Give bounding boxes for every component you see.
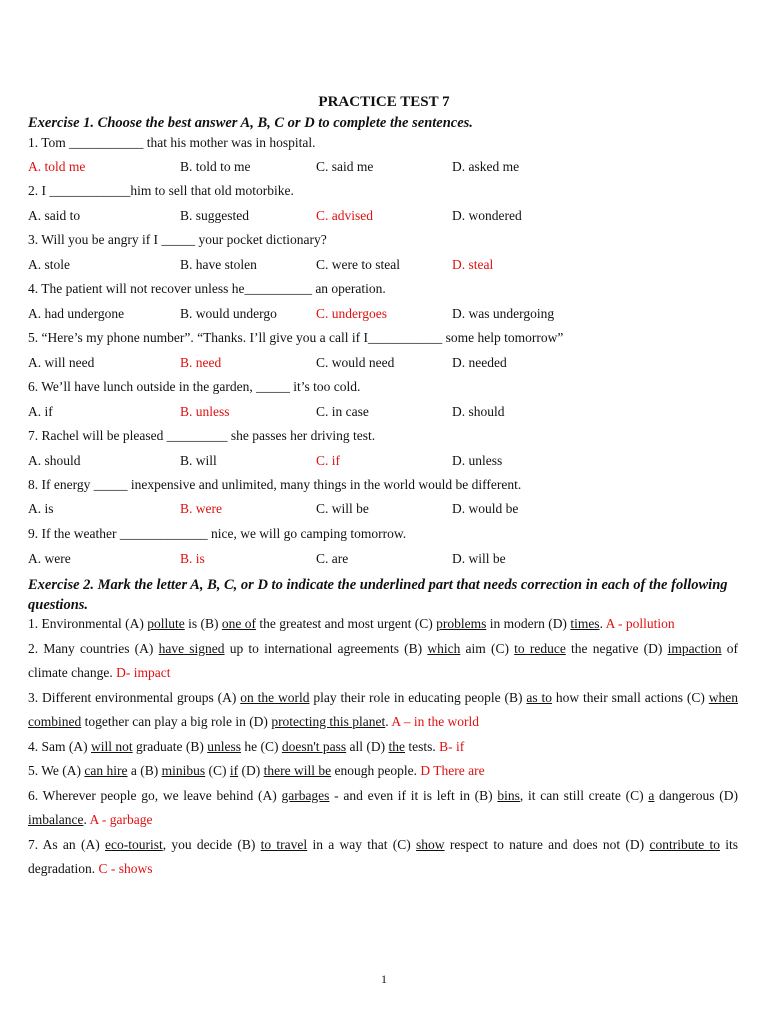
underlined-part-c: when combined [28, 689, 738, 729]
underlined-part-a: have signed [158, 640, 225, 656]
answer-key: A - pollution [605, 616, 675, 631]
option-c: C. said me [316, 159, 374, 174]
option-a: A. will need [28, 355, 95, 370]
option-d: D. should [452, 404, 505, 419]
option-a: A. stole [28, 257, 70, 272]
underlined-part-a: pollute [147, 616, 185, 631]
option-d: D. will be [452, 551, 506, 566]
options-9 [28, 550, 738, 568]
option-b: B. would undergo [180, 306, 277, 321]
question-1: 1. Tom ___________ that his mother was in hospital. [28, 135, 316, 150]
underlined-part-d: protecting this planet [271, 714, 386, 729]
underlined-part-b: to travel [260, 836, 308, 852]
option-b: B. unless [180, 404, 230, 419]
underlined-part-d: the [388, 738, 406, 754]
answer-key: B- if [439, 738, 465, 754]
option-a: A. should [28, 453, 81, 468]
option-c: C. advised [316, 208, 373, 223]
option-a: A. is [28, 501, 54, 516]
underlined-part-c: show [416, 836, 445, 852]
options-4 [28, 305, 738, 323]
exercise2-items [28, 612, 738, 882]
option-b: B. need [180, 355, 222, 370]
answer-key: A – in the world [391, 714, 480, 729]
question-2: 2. I ____________him to sell that old motorbike. [28, 183, 294, 198]
underlined-part-d: there will be [263, 763, 332, 778]
option-d: D. unless [452, 453, 503, 468]
option-d: D. asked me [452, 159, 520, 174]
option-c: C. if [316, 453, 341, 468]
option-c: C. will be [316, 501, 369, 516]
option-c: C. in case [316, 404, 369, 419]
option-b: B. is [180, 551, 205, 566]
option-d: D. would be [452, 501, 519, 516]
underlined-part-a: garbages [281, 787, 330, 803]
exercise1-heading: Exercise 1. Choose the best answer A, B, C or D to complete the sentences. [28, 115, 473, 131]
correction-item-1: 1. Environmental (A) pollute is (B) one of the greatest and most urgent (C) problems in modern (D) times. A - pollution [28, 616, 675, 631]
option-a: A. told me [28, 159, 86, 174]
option-d: D. needed [452, 355, 507, 370]
option-b: B. were [180, 501, 222, 516]
underlined-part-b: which [427, 640, 461, 656]
option-c: C. were to steal [316, 257, 400, 272]
options-3 [28, 256, 738, 274]
option-a: A. said to [28, 208, 81, 223]
option-c: C. are [316, 551, 349, 566]
underlined-part-c: if [229, 763, 239, 778]
option-c: C. undergoes [316, 306, 387, 321]
underlined-part-c: problems [436, 616, 487, 631]
options-5 [28, 354, 738, 372]
options-2 [28, 207, 738, 225]
underlined-part-b: as to [526, 689, 553, 705]
options-7 [28, 452, 738, 470]
option-b: B. suggested [180, 208, 249, 223]
underlined-part-b: bins [497, 787, 520, 803]
underlined-part-d: times [570, 616, 600, 631]
answer-key: D There are [420, 763, 485, 778]
page-number: 1 [381, 972, 387, 986]
question-5: 5. “Here’s my phone number”. “Thanks. I’ll give you a call if I___________ some help tomorrow” [28, 330, 564, 345]
page-title: PRACTICE TEST 7 [318, 94, 450, 110]
underlined-part-c: doesn't pass [281, 738, 347, 754]
correction-item-3: 3. Different environmental groups (A) on the world play their role in educating people (B) as to how their small actions (C) when combined together can play a big role in (D) protecting this planet. A – in the world [28, 689, 738, 729]
option-b: B. told to me [180, 159, 251, 174]
underlined-part-c: to reduce [514, 640, 566, 656]
answer-key: C - shows [98, 861, 153, 876]
correction-item-6: 6. Wherever people go, we leave behind (A) garbages - and even if it is left in (B) bins, it can still create (C) a dangerous (D) imbalance. A - garbage [28, 787, 738, 827]
option-a: A. were [28, 551, 71, 566]
underlined-part-a: eco-tourist [104, 836, 163, 852]
underlined-part-a: can hire [84, 763, 128, 778]
options-6 [28, 403, 738, 421]
question-8: 8. If energy _____ inexpensive and unlimited, many things in the world would be different. [28, 477, 522, 492]
option-a: A. if [28, 404, 53, 419]
option-d: D. wondered [452, 208, 522, 223]
option-a: A. had undergone [28, 306, 125, 321]
question-9: 9. If the weather _____________ nice, we will go camping tomorrow. [28, 526, 407, 541]
correction-item-4: 4. Sam (A) will not graduate (B) unless he (C) doesn't pass all (D) the tests. B- if [28, 738, 465, 754]
underlined-part-d: impaction [667, 640, 722, 656]
options-1 [28, 158, 738, 176]
underlined-part-d: contribute to [649, 836, 720, 852]
underlined-part-b: minibus [161, 763, 206, 778]
correction-item-2: 2. Many countries (A) have signed up to international agreements (B) which aim (C) to reduce the negative (D) impaction of climate change. D- impact [28, 640, 738, 680]
question-4: 4. The patient will not recover unless he__________ an operation. [28, 281, 386, 296]
answer-key: A - garbage [89, 812, 153, 827]
underlined-part-c: a [648, 787, 655, 803]
options-8 [28, 500, 738, 518]
question-7: 7. Rachel will be pleased _________ she passes her driving test. [28, 428, 376, 443]
exercise2-heading: Exercise 2. Mark the letter A, B, C, or D to indicate the underlined part that needs correction in each of the following questions. [28, 577, 728, 613]
underlined-part-a: will not [91, 738, 133, 754]
correction-item-5: 5. We (A) can hire a (B) minibus (C) if (D) there will be enough people. D There are [28, 763, 485, 778]
option-d: D. was undergoing [452, 306, 555, 321]
option-b: B. will [180, 453, 217, 468]
correction-item-7: 7. As an (A) eco-tourist, you decide (B) to travel in a way that (C) show respect to nature and does not (D) contribute to its degradation. C - shows [28, 836, 738, 876]
underlined-part-b: unless [207, 738, 241, 754]
underlined-part-d: imbalance [28, 812, 84, 827]
option-b: B. have stolen [180, 257, 257, 272]
option-c: C. would need [316, 355, 395, 370]
underlined-part-a: on the world [240, 689, 310, 705]
answer-key: D- impact [116, 665, 171, 680]
question-3: 3. Will you be angry if I _____ your pocket dictionary? [28, 232, 327, 247]
question-6: 6. We’ll have lunch outside in the garden, _____ it’s too cold. [28, 379, 361, 394]
option-d: D. steal [452, 257, 494, 272]
underlined-part-b: one of [221, 616, 256, 631]
